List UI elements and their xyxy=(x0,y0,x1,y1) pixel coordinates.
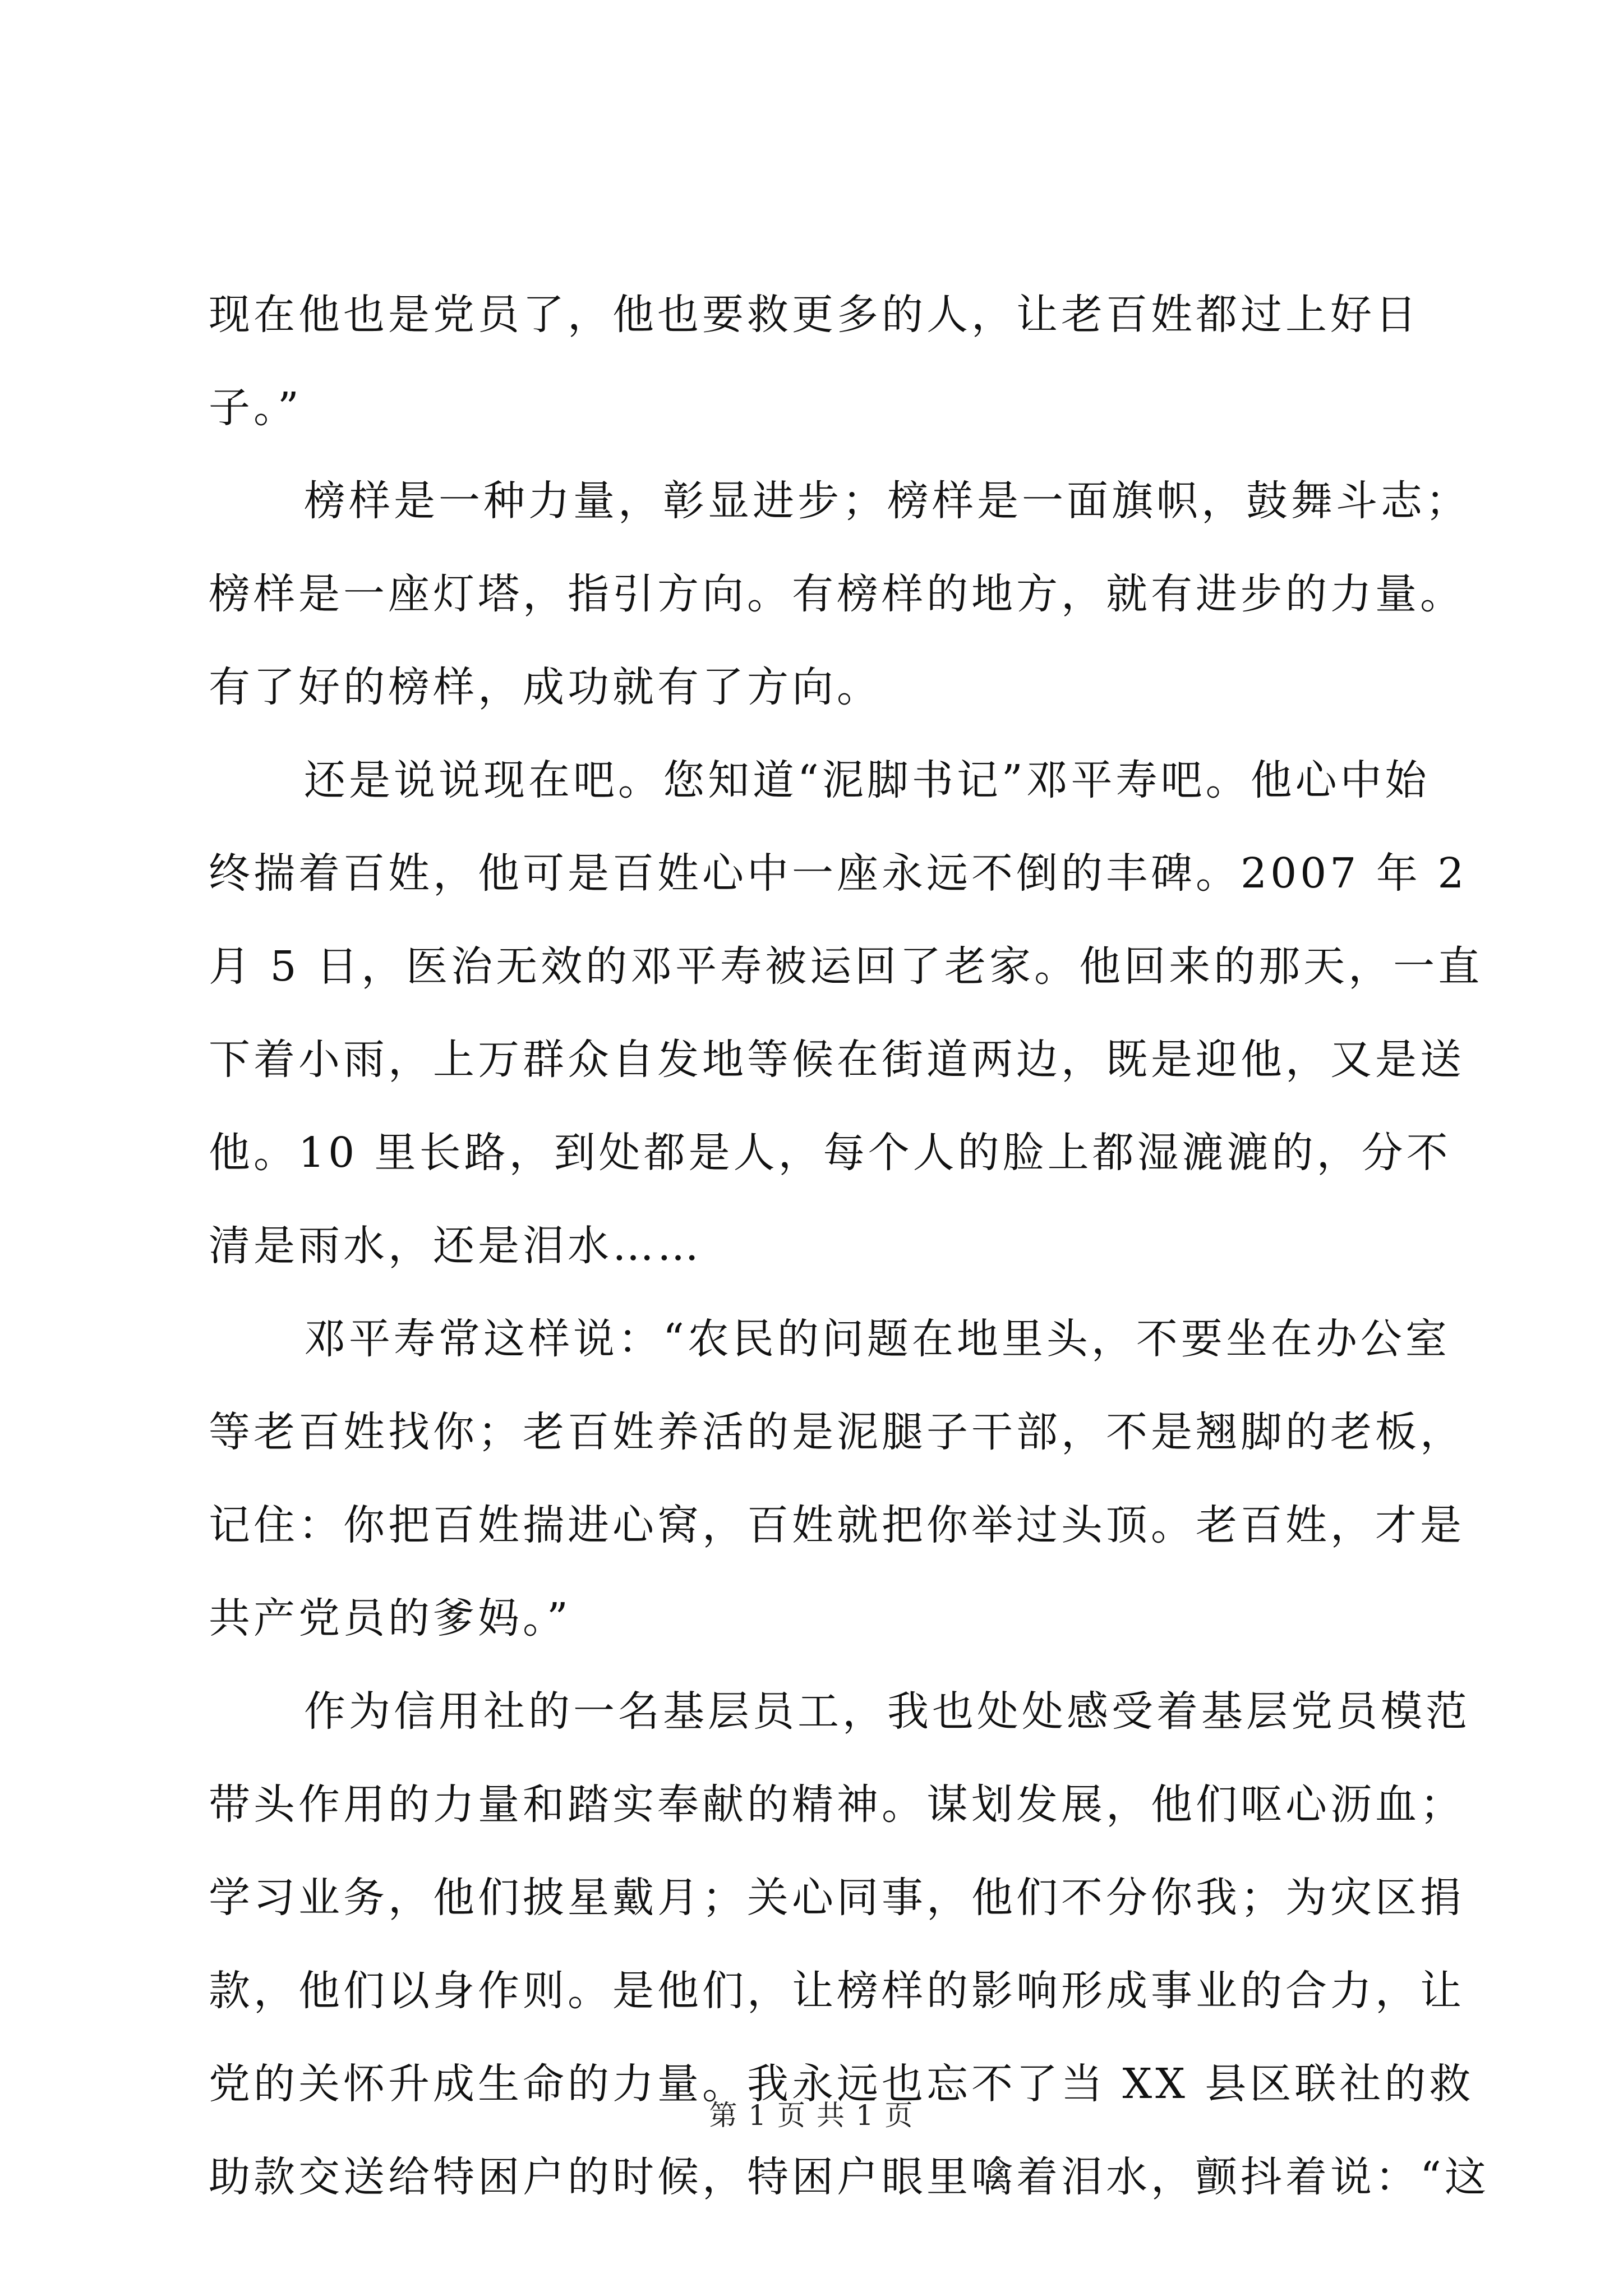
paragraph-start-line: 榜样是一种力量，彰显进步；榜样是一面旗帜，鼓舞斗志； xyxy=(304,477,1470,525)
text-line: 等老百姓找你；老百姓养活的是泥腿子干部，不是翘脚的老板， xyxy=(209,1408,1465,1456)
text-line: 学习业务，他们披星戴月；关心同事，他们不分你我；为灾区捐 xyxy=(209,1874,1465,1922)
text-line: 党的关怀升成生命的力量。我永远也忘不了当 XX 县区联社的救 xyxy=(209,2060,1474,2108)
text-line: 现在他也是党员了，他也要救更多的人，让老百姓都过上好日 xyxy=(209,291,1420,339)
paragraph-start-line: 邓平寿常这样说：“农民的问题在地里头，不要坐在办公室 xyxy=(304,1315,1450,1363)
text-line: 记住：你把百姓揣进心窝，百姓就把你举过头顶。老百姓，才是 xyxy=(209,1501,1465,1549)
text-line: 款，他们以身作则。是他们，让榜样的影响形成事业的合力，让 xyxy=(209,1967,1465,2015)
text-line: 下着小雨，上万群众自发地等候在街道两边，既是迎他，又是送 xyxy=(209,1036,1465,1084)
document-body xyxy=(209,268,1490,2224)
page-number: 第 1 页 共 1 页 xyxy=(709,2099,914,2132)
text-line: 有了好的榜样，成功就有了方向。 xyxy=(209,663,882,711)
text-line: 助款交送给特困户的时候，特困户眼里噙着泪水，颤抖着说：“这 xyxy=(209,2153,1490,2201)
text-line: 终揣着百姓，他可是百姓心中一座永远不倒的丰碑。2007 年 2 xyxy=(209,849,1468,898)
text-line: 他。10 里长路，到处都是人，每个人的脸上都湿漉漉的，分不 xyxy=(209,1129,1451,1177)
text-line: 子。” xyxy=(209,384,302,432)
text-line: 榜样是一座灯塔，指引方向。有榜样的地方，就有进步的力量。 xyxy=(209,570,1465,618)
text-line: 共产党员的爹妈。” xyxy=(209,1594,571,1642)
paragraph-start-line: 还是说说现在吧。您知道“泥脚书记”邓平寿吧。他心中始 xyxy=(304,756,1430,804)
paragraph-start-line: 作为信用社的一名基层员工，我也处处感受着基层党员模范 xyxy=(304,1687,1470,1736)
text-line: 带头作用的力量和踏实奉献的精神。谋划发展，他们呕心沥血； xyxy=(209,1780,1465,1829)
text-line: 清是雨水，还是泪水…… xyxy=(209,1222,702,1270)
text-line: 月 5 日，医治无效的邓平寿被运回了老家。他回来的那天，一直 xyxy=(209,942,1483,991)
